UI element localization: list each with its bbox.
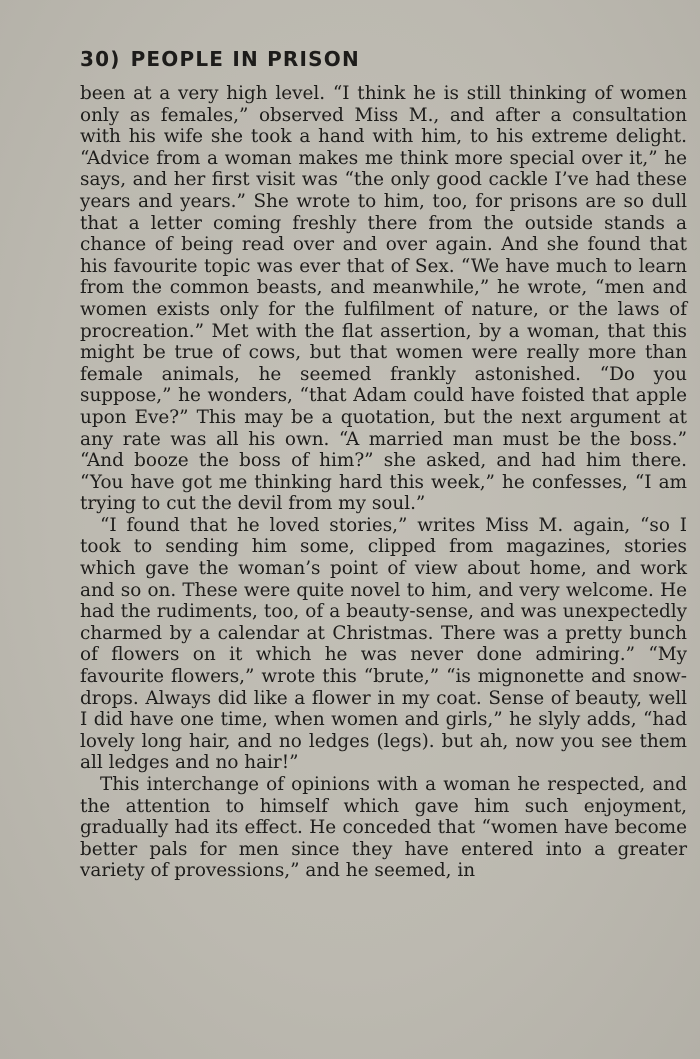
page-number: 30) <box>80 47 121 71</box>
body-text <box>80 83 687 882</box>
paragraph: “I found that he loved stories,” writes Miss M. again, “so I took to sending him some, clipped from magazines, stories which gave the woman’s point of view about home, and work and so on. These were quite novel to him, and very welcome. He had the rudiments, too, of a beauty-sense, and was unexpectedly charmed by a calendar at Christmas. There was a pretty bunch of flowers on it which he was never done admiring.” “My favourite flowers,” wrote this “brute,” “is mignonette and snow-drops. Always did like a flower in my coat. Sense of beauty, well I did have one time, when women and girls,” he slyly adds, “had lovely long hair, and no ledges (legs). but ah, now you see them all ledges and no hair!” <box>80 514 687 774</box>
running-title: PEOPLE IN PRISON <box>130 47 360 71</box>
page-header <box>80 47 360 71</box>
paragraph: been at a very high level. “I think he is still thinking of women only as females,” observed Miss M., and after a consultation with his wife she took a hand with him, to his extreme delight. “Advice from a woman makes me think more special over it,” he says, and her first visit was “the only good cackle I’ve had these years and years.” She wrote to him, too, for prisons are so dull that a letter coming freshly there from the outside stands a chance of being read over and over again. And she found that his favourite topic was ever that of Sex. “We have much to learn from the common beasts, and meanwhile,” he wrote, “men and women exists only for the fulfilment of nature, or the laws of procreation.” Met with the flat assertion, by a woman, that this might be true of cows, but that women were really more than female animals, he seemed frankly astonished. “Do you suppose,” he wonders, “that Adam could have foisted that apple upon Eve?” This may be a quotation, but the next argument at any rate was all his own. “A married man must be the boss.” “And booze the boss of him?” she asked, and had him there. “You have got me thinking hard this week,” he confesses, “I am trying to cut the devil from my soul.” <box>80 83 687 515</box>
paragraph: This interchange of opinions with a woman he respected, and the attention to himself which gave him such enjoyment, gradually had its effect. He conceded that “women have become better pals for men since they have entered into a greater variety of provessions,” and he seemed, in <box>80 774 687 882</box>
